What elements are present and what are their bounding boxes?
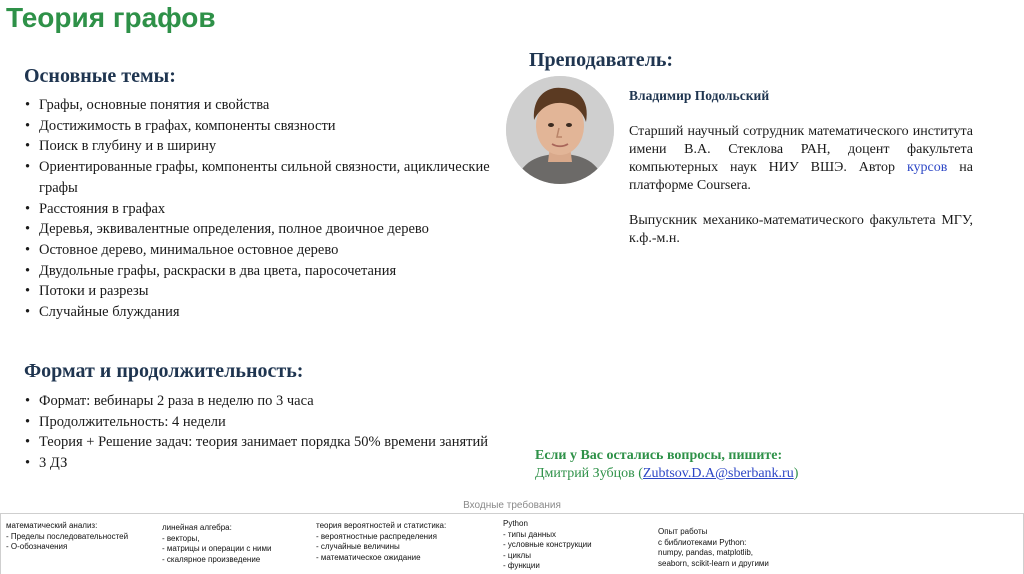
requirements-title: Входные требования	[463, 500, 561, 511]
format-list	[24, 391, 524, 474]
requirement-line: теория вероятностей и статистика:	[316, 521, 447, 530]
requirement-line: - циклы	[503, 550, 531, 560]
list-item: • Случайные блуждания	[24, 302, 510, 323]
teacher-education: Выпускник механико-математического факультета МГУ, к.ф.-м.н.	[629, 213, 973, 246]
requirements-probability	[316, 521, 446, 563]
topics-heading: Основные темы:	[24, 65, 176, 87]
requirement-line: - О-обозначения	[6, 542, 68, 551]
list-item: • Теория + Решение задач: теория занимает порядка 50% времени занятий	[24, 432, 524, 453]
requirement-line: - математическое ожидание	[316, 552, 421, 562]
list-item: • Расстояния в графах	[24, 199, 510, 220]
bio-tail: на платформе Coursera.	[629, 160, 973, 193]
teacher-portrait	[506, 76, 614, 184]
teacher-heading: Преподаватель:	[529, 49, 674, 71]
list-item: • Деревья, эквивалентные определения, полное двоичное дерево	[24, 219, 510, 240]
list-item: • Остовное дерево, минимальное остовное дерево	[24, 240, 510, 261]
list-item: • Потоки и разрезы	[24, 281, 510, 302]
requirements-border-left	[0, 513, 1, 574]
format-heading: Формат и продолжительность:	[24, 360, 304, 382]
list-item: • Продолжительность: 4 недели	[24, 412, 524, 433]
requirements-libraries	[658, 527, 769, 569]
requirement-line: - скалярное произведение	[162, 554, 261, 564]
contact-close: )	[793, 466, 799, 481]
requirement-line: - вероятностные распределения	[316, 531, 437, 541]
list-item: • 3 ДЗ	[24, 453, 524, 474]
contact-email-link[interactable]: Zubtsov.D.A@sberbank.ru	[642, 466, 794, 481]
requirement-line: - случайные величины	[316, 542, 400, 551]
slide-title: Теория графов	[6, 2, 216, 33]
topics-list	[24, 95, 510, 323]
requirements-python	[503, 519, 592, 572]
requirement-line: с библиотеками Python:	[658, 537, 747, 547]
requirement-line: Опыт работы	[658, 527, 708, 536]
list-item: • Двудольные графы, раскраски в два цвета, паросочетания	[24, 261, 510, 282]
courses-link[interactable]: курсов	[906, 160, 948, 175]
list-item: • Графы, основные понятия и свойства	[24, 95, 510, 116]
requirement-line: - функции	[503, 561, 540, 570]
list-item: • Достижимость в графах, компоненты связности	[24, 116, 510, 137]
teacher-photo	[506, 76, 614, 184]
requirement-line: seaborn, scikit-learn и другими	[658, 558, 769, 568]
contact-block	[535, 447, 798, 483]
requirement-line: математический анализ:	[6, 521, 98, 530]
contact-name: Дмитрий Зубцов (	[535, 466, 643, 481]
list-item: • Формат: вебинары 2 раза в неделю по 3 часа	[24, 391, 524, 412]
requirement-line: - матрицы и операции с ними	[162, 544, 272, 553]
teacher-name: Владимир Подольский	[629, 88, 770, 103]
requirement-line: Python	[503, 519, 528, 528]
contact-heading: Если у Вас остались вопросы, пишите:	[535, 448, 783, 463]
requirement-line: - Пределы последовательностей	[6, 531, 129, 541]
requirements-divider	[0, 513, 1024, 514]
list-item: • Ориентированные графы, компоненты сильной связности, ациклические графы	[24, 157, 510, 198]
requirement-line: - векторы,	[162, 533, 200, 543]
teacher-bio	[629, 123, 973, 195]
requirement-line: - типы данных	[503, 529, 557, 539]
requirements-math	[6, 521, 128, 553]
list-item: • Поиск в глубину и в ширину	[24, 136, 510, 157]
requirement-line: - условные конструкции	[503, 540, 592, 549]
bio-text: Старший научный сотрудник математического института имени В.А. Стеклова РАН, доцент факультета компьютерных наук НИУ ВШЭ. Автор	[629, 124, 973, 175]
requirement-line: линейная алгебра:	[162, 523, 232, 532]
requirements-linear-algebra	[162, 523, 271, 565]
contact-line	[535, 465, 798, 483]
requirement-line: numpy, pandas, matplotlib,	[658, 548, 754, 557]
